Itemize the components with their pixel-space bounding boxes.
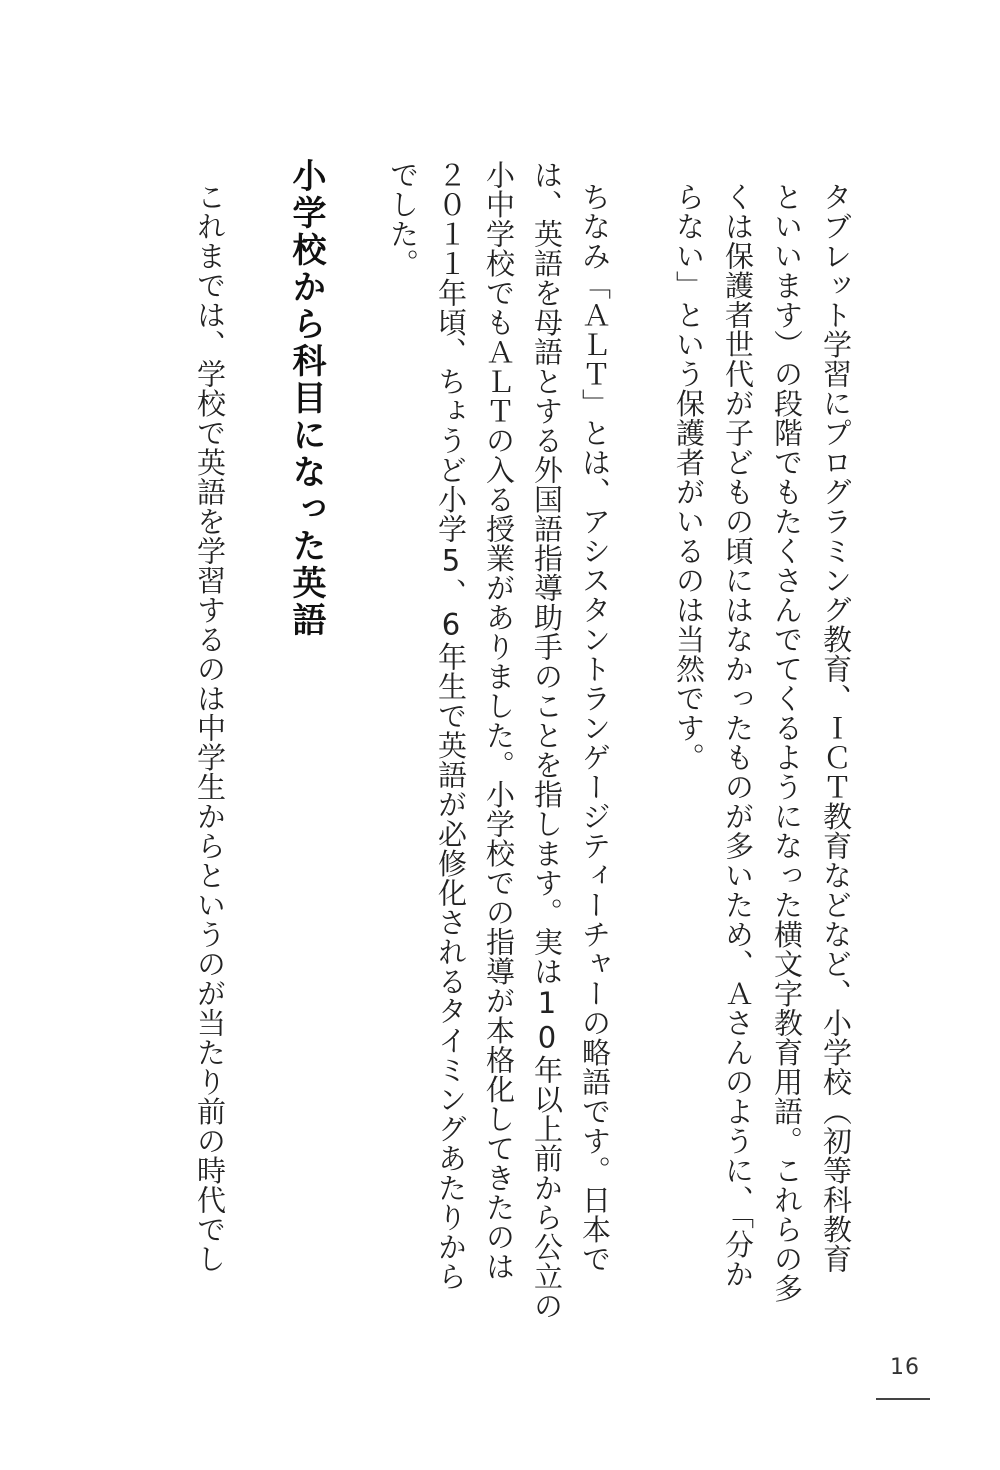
page-number: 16 bbox=[890, 1355, 920, 1380]
text-column-6: は、英語を母語とする外国語指導助手のことを指します。実は10年以上前から公立の bbox=[530, 160, 564, 1321]
text-column-3: くは保護者世代が子どもの頃にはなかったものが多いため、Ａさんのように、「分か bbox=[721, 182, 755, 1289]
text-column-7: 小中学校でもＡＬＴの入る授業がありました。小学校での指導が本格化してきたのは bbox=[482, 160, 516, 1281]
text-column-4: らない」という保護者がいるのは当然です。 bbox=[672, 182, 706, 772]
text-column-2: といいます）の段階でもたくさんでてくるようになった横文字教育用語。これらの多 bbox=[770, 182, 804, 1303]
text-column-10: これまでは、学校で英語を学習するのは中学生からというのが当たり前の時代でし bbox=[193, 182, 227, 1274]
text-column-8: ２０１１年頃、ちょうど小学5、6年生で英語が必修化されるタイミングあたりから bbox=[434, 160, 468, 1291]
section-heading: 小学校から科目になった英語 bbox=[286, 158, 326, 639]
text-column-1: タブレット学習にプログラミング教育、ＩＣＴ教育などなど、小学校（初等科教育 bbox=[819, 182, 853, 1274]
text-column-5: ちなみ「ＡＬＴ」とは、アシスタントランゲージティーチャーの略語です。日本で bbox=[578, 182, 612, 1274]
page-number-rule bbox=[876, 1398, 930, 1400]
text-column-9: でした。 bbox=[386, 160, 420, 278]
